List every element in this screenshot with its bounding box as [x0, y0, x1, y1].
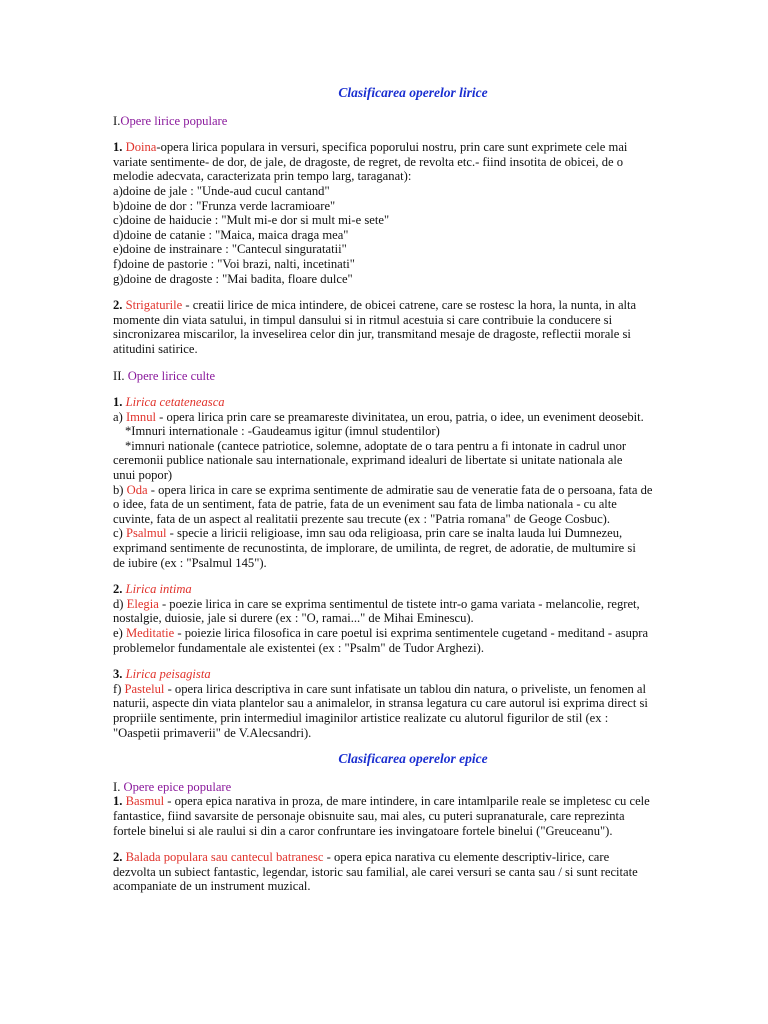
balada-line-1	[113, 850, 713, 865]
section-number: I.	[113, 113, 121, 128]
strig-line-3: sincronizarea miscarilor, la inveselirea celor din jur, transmitand mesaje de dragoste, reflectii morale si	[113, 327, 631, 342]
term-strigaturile: Strigaturile	[125, 298, 183, 313]
doina-type: g)doine de dragoste : "Mai badita, floare dulce"	[113, 271, 353, 286]
doina-type: e)doine de instrainare : "Cantecul singuratatii"	[113, 242, 347, 257]
section-label: Opere lirice populare	[120, 113, 228, 128]
term-doina: Doina	[125, 140, 157, 155]
oda-text-1: - opera lirica in care se exprima sentimente de admiratie sau de veneratie fata de o persoana, fata de	[147, 482, 653, 497]
pastel-line-4: "Oaspetii primaverii" de V.Alecsandri).	[113, 725, 312, 740]
item-number: 2.	[113, 582, 123, 597]
oda-line-3: cuvinte, fata de un aspect al realitatii prezente sau trecute (ex : "Patria romana" de Geoge Cosbuc).	[113, 511, 611, 526]
psalm-line-2: exprimand sentimente de recunostinta, de implorare, de umilinta, de regret, de adoratie, de multumire si	[113, 541, 636, 556]
imnul-line-3: *imnuri nationale (cantece patriotice, solemne, adoptate de o tara pentru a fi intonate in cadrul unor	[125, 438, 627, 453]
medit-line-2: problemelor fundamentale ale existentei (ex : "Psalm" de Tudor Arghezi).	[113, 640, 484, 655]
doina-line-3: melodie adecvata, caracterizata prin tempo larg, taraganat):	[113, 169, 412, 184]
imnul-line-5: unui popor)	[113, 468, 173, 483]
section-label: Opere lirice culte	[127, 368, 216, 383]
subheading-label: Lirica peisagista	[125, 667, 211, 682]
title-epice: Clasificarea operelor epice	[338, 751, 488, 767]
balada-line-2: dezvolta un subiect fantastic, legendar, istoric sau familial, ale carei versuri se canta sau / si sunt recitate	[113, 864, 638, 879]
list-letter: e)	[113, 626, 126, 640]
doina-type: a)doine de jale : "Unde-aud cucul cantand"	[113, 183, 330, 198]
strigaturile-block	[113, 298, 713, 356]
term-imnul: Imnul	[125, 409, 157, 424]
section-epice-populare	[113, 780, 713, 795]
doina-type: f)doine de pastorie : "Voi brazi, nalti, incetinati"	[113, 256, 355, 271]
doina-block	[113, 140, 713, 286]
section-number: II.	[113, 368, 125, 383]
section-lirice-culte	[113, 369, 713, 384]
lirica-peisagista-block	[113, 667, 713, 740]
doina-line-2: variate sentimente- de dor, de jale, de dragoste, de regret, de revolta etc.- fiind insotita de obicei, de o	[113, 154, 624, 169]
subheading-cetateneasca	[113, 395, 713, 410]
item-number: 3.	[113, 667, 123, 682]
basm-line-2: fantastice, fiind savarsite de personaje obisnuite sau, mai ales, cu puteri supranaturale, care reprezinta	[113, 808, 625, 823]
section-number: I.	[113, 779, 121, 794]
lirica-cetateneasca-block	[113, 395, 713, 570]
term-pastelul: Pastelul	[124, 681, 165, 696]
section-label: Opere epice populare	[123, 779, 232, 794]
term-psalmul: Psalmul	[125, 526, 167, 541]
lirica-intima-block	[113, 582, 713, 655]
term-basmul: Basmul	[125, 794, 165, 809]
doina-type: c)doine de haiducie : "Mult mi-e dor si mult mi-e sete"	[113, 213, 390, 228]
pastel-line-2: naturii, aspecte din viata plantelor sau a animalelor, in stransa legatura cu care autorul isi exprima direct si	[113, 696, 648, 711]
term-elegia: Elegia	[126, 596, 159, 611]
balada-line-3: acompaniate de un instrument muzical.	[113, 879, 311, 894]
medit-text-1: - poiezie lirica filosofica in care poetul isi exprima sentimentele cugetand - meditand - asupra	[174, 626, 649, 640]
psalm-line-3: de iubire (ex : "Psalmul 145").	[113, 555, 267, 570]
elegia-line-1	[113, 597, 713, 612]
doina-type: b)doine de dor : "Frunza verde lacramioare"	[113, 198, 336, 213]
imnul-line-1	[113, 410, 713, 425]
item-number: 1.	[113, 140, 123, 155]
term-oda: Oda	[126, 482, 148, 497]
doina-text-1: -opera lirica populara in versuri, specifica poporului nostru, prin care sunt exprimete cele mai	[156, 140, 628, 155]
strig-line-4: atitudini satirice.	[113, 341, 198, 356]
pastel-line-1	[113, 682, 713, 697]
balada-text-1: - opera epica narativa cu elemente descriptiv-lirice, care	[323, 850, 610, 865]
item-number: 1.	[113, 395, 123, 410]
doina-type: d)doine de catanie : "Maica, maica draga mea"	[113, 227, 349, 242]
imnul-line-2: *Imnuri internationale : -Gaudeamus igitur (imnul studentilor)	[125, 424, 440, 439]
oda-line-1	[113, 483, 713, 498]
basm-line-1	[113, 794, 713, 809]
list-letter: d)	[113, 596, 127, 611]
subheading-label: Lirica intima	[125, 582, 192, 597]
item-number: 2.	[113, 298, 123, 313]
term-meditatie: Meditatie	[125, 626, 175, 640]
item-number: 2.	[113, 850, 123, 865]
medit-line-1	[113, 626, 713, 641]
basm-text-1: - opera epica narativa in proza, de mare intindere, in care intamlparile reale se impletesc cu cele	[164, 794, 650, 809]
pastel-text-1: - opera lirica descriptiva in care sunt infatisate un tablou din natura, o priveliste, un fenomen al	[164, 681, 646, 696]
term-balada: Balada populara sau cantecul batranesc	[125, 850, 324, 865]
subheading-peisagista	[113, 667, 713, 682]
item-number: 1.	[113, 794, 123, 809]
elegia-text-1: - poezie lirica in care se exprima sentimentul de tistete intr-o gama variata - melancolie, regret,	[158, 596, 640, 611]
imnul-line-4: ceremonii publice nationale sau internationale, exprimand idealuri de libertate si unitate nationala ale	[113, 453, 623, 468]
psalm-text-1: - specie a liricii religioase, imn sau oda religioasa, prin care se inalta lauda lui Dumnezeu,	[166, 526, 623, 541]
strig-line-2: momente din viata satului, in timpul dansului si in ritmul acestuia si care contribuie la conducere si	[113, 312, 613, 327]
strig-text-1: - creatii lirice de mica intindere, de obicei catrene, care se rostesc la hora, la nunta, in alta	[182, 298, 637, 313]
oda-line-2: o idee, fata de un sentiment, fata de patrie, fata de un eveniment sau fata de limba nationala - cu alte	[113, 497, 617, 512]
section-lirice-populare	[113, 114, 713, 129]
title-lirice: Clasificarea operelor lirice	[338, 85, 488, 100]
document-page	[113, 86, 713, 906]
basmul-block	[113, 780, 713, 838]
doina-line-1	[113, 140, 713, 155]
imnul-text-1: - opera lirica prin care se preamareste divinitatea, un erou, patria, o idee, un eveniment deosebit.	[156, 409, 644, 424]
basm-line-3: fortele binelui si ale raului si din a caror confruntare ies invingatoare fortele binelui ("Greuceanu").	[113, 823, 613, 838]
pastel-line-3: propriile sentimente, prin intermediul imaginilor artistice realizate cu alutorul figurilor de stil (ex :	[113, 710, 609, 725]
subheading-intima	[113, 582, 713, 597]
psalm-line-1	[113, 526, 713, 541]
elegia-line-2: nostalgie, duiosie, jale si durere (ex : "O, ramai..." de Mihai Eminescu).	[113, 611, 474, 626]
list-letter: b)	[113, 482, 127, 497]
list-letter: f)	[113, 681, 125, 696]
subheading-label: Lirica cetateneasca	[125, 395, 225, 410]
list-letter: c)	[113, 526, 126, 541]
strig-line-1	[113, 298, 713, 313]
list-letter: a)	[113, 409, 126, 424]
balada-block	[113, 850, 713, 894]
